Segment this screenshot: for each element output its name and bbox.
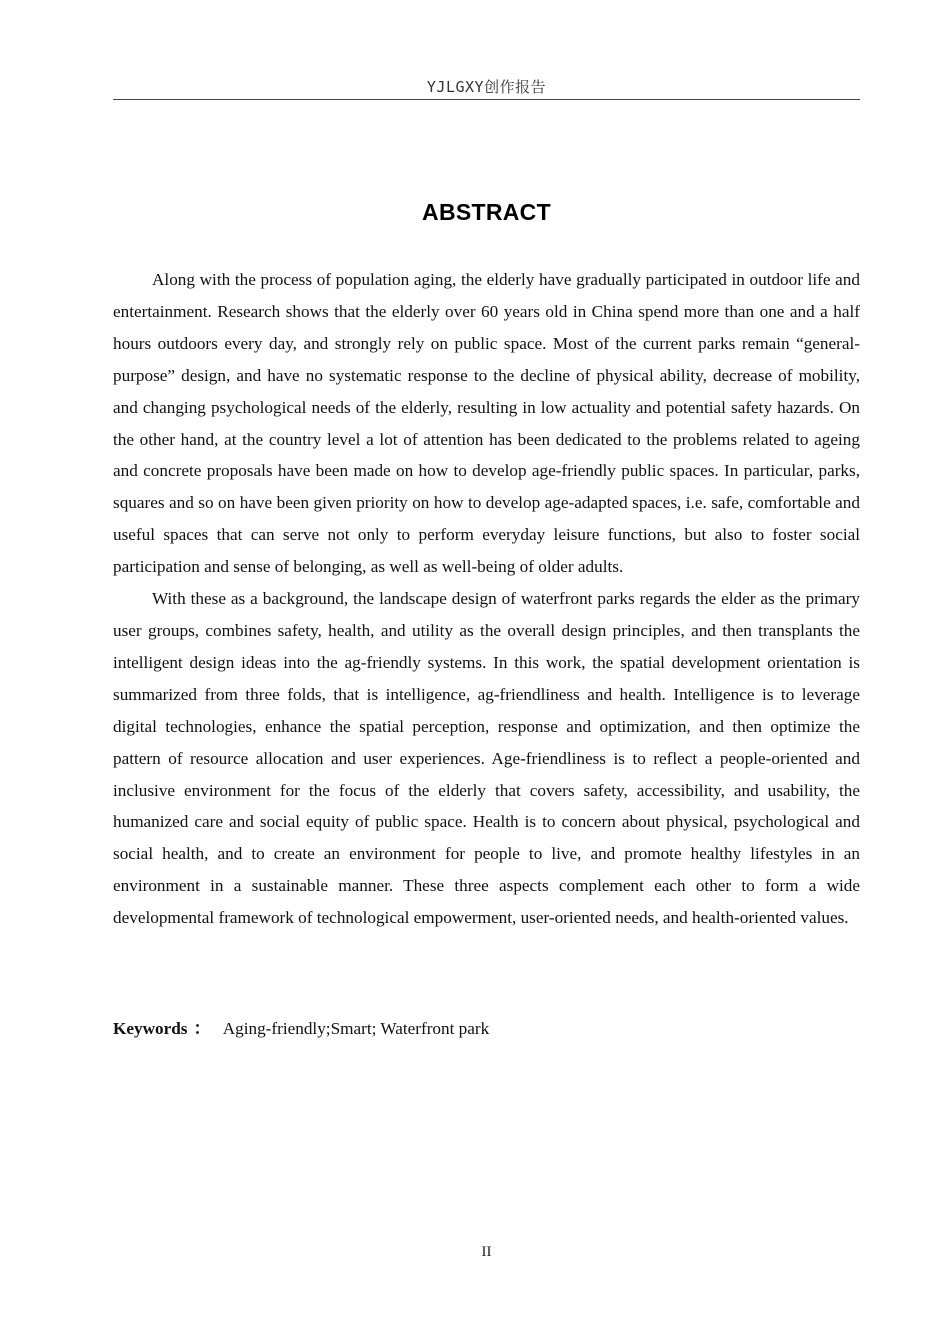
keywords-separator: ： [193, 1019, 211, 1038]
page-number: II [481, 1244, 492, 1260]
abstract-heading: ABSTRACT [422, 199, 551, 225]
running-header: YJLGXY创作报告 [426, 78, 547, 96]
abstract-paragraph-1: Along with the process of population aging, the elderly have gradually participated in outdoor life and entertainment. Research shows that the elderly over 60 years old in China spend more than one and a half hours outdoors every day, and strongly rely on public space. Most of the current parks remain “general-purpose” design, and have no systematic response to the decline of physical ability, decrease of mobility, and changing psychological needs of the elderly, resulting in low actuality and potential safety hazards. On the other hand, at the country level a lot of attention has been dedicated to the problems related to ageing and concrete proposals have been made on how to develop age-friendly public spaces. In particular, parks, squares and so on have been given priority on how to develop age-adapted spaces, i.e. safe, comfortable and useful spaces that can serve not only to perform everyday leisure functions, but also to foster social participation and sense of belonging, as well as well-being of older adults. [113, 270, 860, 577]
keywords-value: Aging-friendly;Smart; Waterfront park [222, 1019, 490, 1038]
keywords-line [113, 1015, 860, 1043]
keywords-label: Keywords [113, 1019, 188, 1038]
header-divider [113, 99, 860, 100]
abstract-paragraph-2: With these as a background, the landscape design of waterfront parks regards the elder as the primary user groups, combines safety, health, and utility as the overall design principles, and then transplants the intelligent design ideas into the ag-friendly systems. In this work, the spatial development orientation is summarized from three folds, that is intelligence, ag-friendliness and health. Intelligence is to leverage digital technologies, enhance the spatial perception, response and optimization, and then optimize the pattern of resource allocation and user experiences. Age-friendliness is to reflect a people-oriented and inclusive environment for the focus of the elderly that covers safety, accessibility, and usability, the humanized care and social equity of public space. Health is to concern about physical, psychological and social health, and to create an environment for people to live, and promote healthy lifestyles in an environment in a sustainable manner. These three aspects complement each other to form a wide developmental framework of technological empowerment, user-oriented needs, and health-oriented values. [113, 589, 860, 928]
abstract-body [113, 264, 860, 934]
